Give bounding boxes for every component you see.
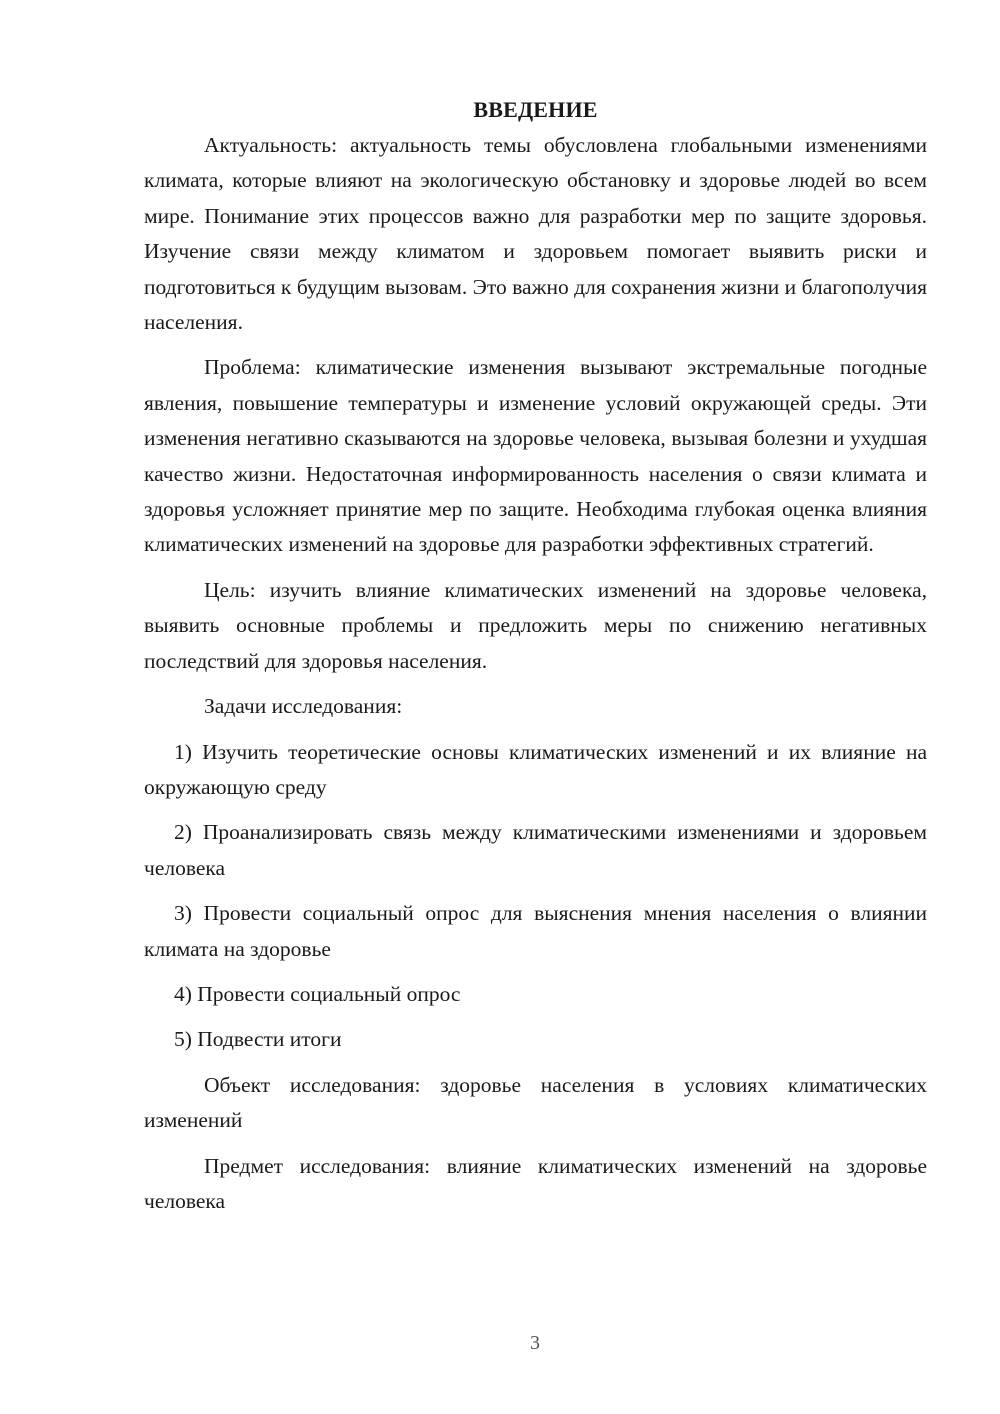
- subject-paragraph: Предмет исследования: влияние климатических изменений на здоровье человека: [144, 1153, 927, 1213]
- problem-paragraph: Проблема: климатические изменения вызывают экстремальные погодные явления, повышение температуры и изменение условий окружающей среды. Эти изменения негативно сказываются на здоровье человека, вызывая болезни и ухудшая качество жизни. Недостаточная информированность населения о связи климата и здоровья усложняет принятие мер по защите. Необходима глубокая оценка влияния климатических изменений на здоровье для разработки эффективных стратегий.: [144, 355, 927, 557]
- task-item-3: 3) Провести социальный опрос для выяснения мнения населения о влиянии климата на здоровье: [144, 901, 927, 961]
- page-number: 3: [530, 1332, 540, 1354]
- task-item-2: 2) Проанализировать связь между климатическими изменениями и здоровьем человека: [144, 820, 927, 880]
- task-item-1: 1) Изучить теоретические основы климатических изменений и их влияние на окружающую среду: [144, 739, 927, 799]
- document-page: [144, 92, 927, 1229]
- relevance-paragraph: Актуальность: актуальность темы обусловлена глобальными изменениями климата, которые влияют на экологическую обстановку и здоровье людей во всем мире. Понимание этих процессов важно для разработки мер по защите здоровья. Изучение связи между климатом и здоровьем помогает выявить риски и подготовиться к будущим вызовам. Это важно для сохранения жизни и благополучия населения.: [144, 133, 927, 335]
- page-title: ВВЕДЕНИЕ: [473, 97, 598, 122]
- task-item-5: 5) Подвести итоги: [174, 1027, 342, 1052]
- object-paragraph: Объект исследования: здоровье населения в условиях климатических изменений: [144, 1072, 927, 1133]
- task-item-4: 4) Провести социальный опрос: [174, 981, 461, 1006]
- tasks-heading: Задачи исследования:: [204, 694, 403, 719]
- goal-paragraph: Цель: изучить влияние климатических изменений на здоровье человека, выявить основные проблемы и предложить меры по снижению негативных последствий для здоровья населения.: [144, 577, 927, 673]
